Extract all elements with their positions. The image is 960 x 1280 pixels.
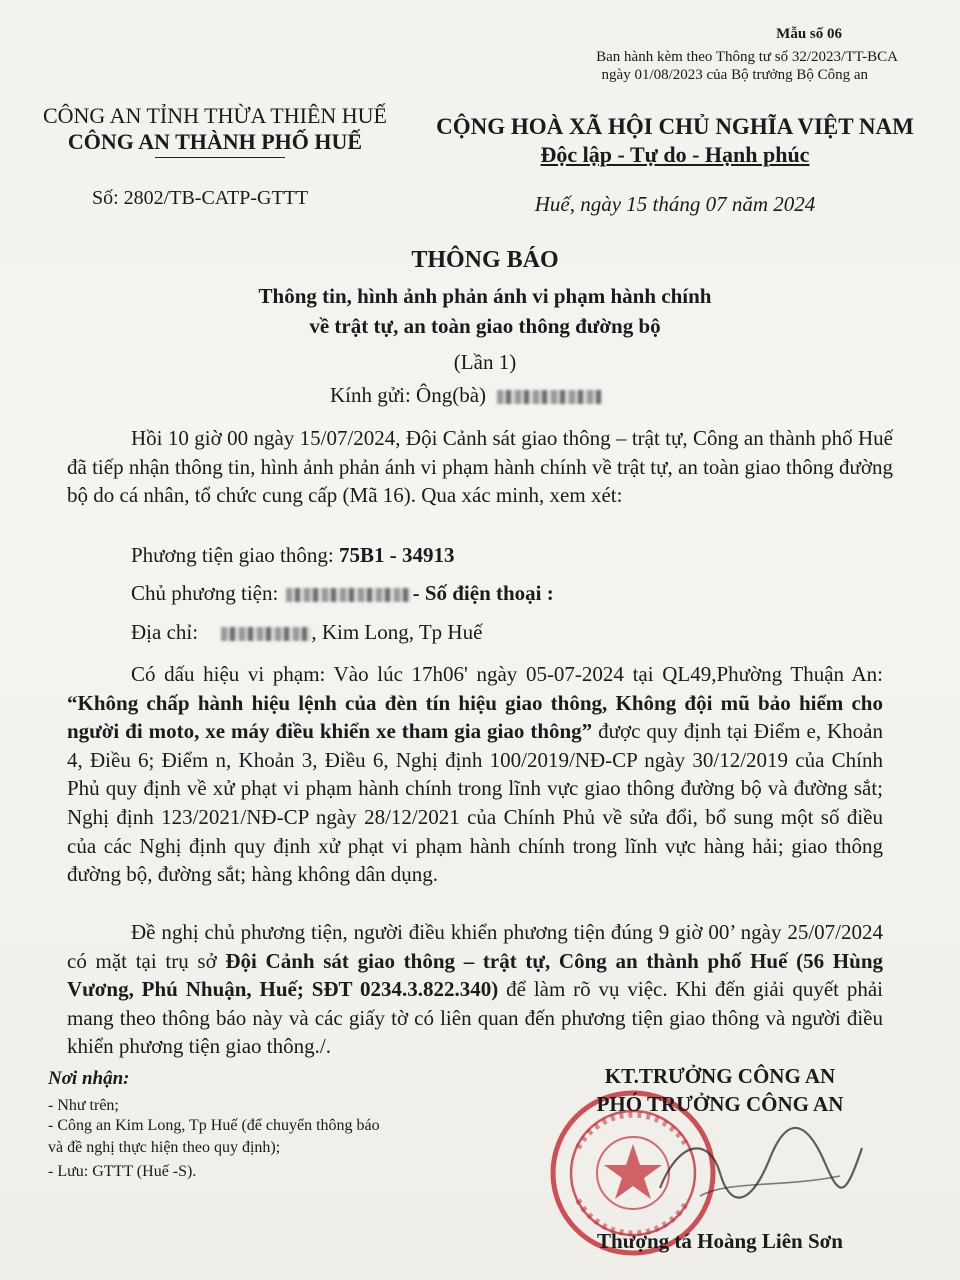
redacted-address [221, 627, 311, 641]
violation-intro: Có dấu hiệu vi phạm: Vào lúc 17h06' ngày 05-07-2024 tại QL49,Phường Thuận An: [131, 662, 883, 686]
issued-by-line-1: Ban hành kèm theo Thông tư số 32/2023/TT-BCA [596, 49, 898, 65]
recipient-item-2: - Công an Kim Long, Tp Huế (để chuyển thông báo [48, 1117, 380, 1134]
owner-label: Chủ phương tiện: [131, 581, 284, 605]
redacted-owner [286, 588, 411, 602]
violation-legal-basis: được quy định tại Điểm e, Khoản 4, Điều 6; Điểm n, Khoản 3, Điều 6, Nghị định 100/2019/NĐ-CP ngày 30/12/2019 của Chính Phủ quy định về xử phạt vi phạm hành chính trong lĩnh vực giao thông đường bộ và đường sắt; Nghị định 123/2021/NĐ-CP ngày 28/12/2021 của Chính Phủ về sửa đổi, bổ sung một số điều của các Nghị định quy định xử phạt vi phạm hành chính trong lĩnh vực hàng hải; giao thông đường bộ, đường sắt; hàng không dân dụng. [67, 719, 883, 887]
address-value: , Kim Long, Tp Huế [311, 620, 483, 644]
recipient-line [330, 383, 602, 408]
agency-parent: CÔNG AN TỈNH THỪA THIÊN HUẾ [42, 103, 387, 128]
recipients-title: Nơi nhận: [48, 1068, 130, 1089]
nation-name: CỘNG HOÀ XÃ HỘI CHỦ NGHĨA VIỆT NAM [436, 114, 914, 139]
paragraph-request [67, 918, 883, 1061]
vehicle-field [131, 543, 454, 568]
issued-by-line-2: ngày 01/08/2023 của Bộ trưởng Bộ Công an [601, 67, 868, 83]
violation-description: “Không chấp hành hiệu lệnh của đèn tín hiệu giao thông, Không đội mũ bảo hiểm cho người đi moto, xe máy điều khiển xe tham gia giao thông” [67, 690, 883, 744]
document-subtitle-line-1: Thông tin, hình ảnh phản ánh vi phạm hành chính [258, 284, 712, 308]
nation-motto: Độc lập - Tự do - Hạnh phúc [540, 142, 810, 167]
recipient-item-1: - Như trên; [48, 1097, 119, 1114]
request-rest: để làm rõ vụ việc. Khi đến giải quyết phải mang theo thông báo này và các giấy tờ có liên quan đến phương tiện giao thông và người điều khiển phương tiện giao thông./. [67, 977, 883, 1059]
signature-title-2: PHÓ TRƯỞNG CÔNG AN [596, 1092, 844, 1116]
document-title: THÔNG BÁO [411, 247, 559, 273]
recipient-label: Kính gửi: Ông(bà) [330, 383, 487, 407]
notice-round: (Lần 1) [453, 350, 517, 374]
signer-name: Thượng tá Hoàng Liên Sơn [597, 1229, 843, 1253]
agency-underline [155, 157, 285, 158]
vehicle-label: Phương tiện giao thông: [131, 543, 339, 567]
paragraph-violation [67, 660, 883, 889]
place-date: Huế, ngày 15 tháng 07 năm 2024 [534, 192, 816, 216]
owner-phone-label: - Số điện thoại : [412, 581, 554, 605]
address-label: Địa chỉ: [131, 620, 204, 644]
handwritten-signature [640, 1118, 870, 1218]
document-subtitle-line-2: về trật tự, an toàn giao thông đường bộ [309, 314, 661, 338]
agency-name: CÔNG AN THÀNH PHỐ HUẾ [67, 129, 363, 154]
address-field [131, 620, 482, 645]
request-place: Đội Cảnh sát giao thông – trật tự, Công an thành phố Huế (56 Hùng Vương, Phú Nhuận, Huế; SĐT 0234.3.822.340) [67, 948, 883, 1002]
form-code: Mẫu số 06 [776, 26, 842, 42]
request-intro: Đề nghị chủ phương tiện, người điều khiển phương tiện đúng 9 giờ 00’ ngày 25/07/2024 có mặt tại trụ sở [67, 920, 883, 973]
recipient-item-2-cont: và đề nghị thực hiện theo quy định); [48, 1139, 281, 1156]
document-number: Số: 2802/TB-CATP-GTTT [92, 187, 309, 209]
owner-field [131, 581, 554, 606]
vehicle-plate: 75B1 - 34913 [338, 543, 455, 567]
signature-title-1: KT.TRƯỞNG CÔNG AN [604, 1064, 836, 1088]
recipient-item-3: - Lưu: GTTT (Huế -S). [48, 1163, 197, 1180]
paragraph-intro: Hồi 10 giờ 00 ngày 15/07/2024, Đội Cảnh sát giao thông – trật tự, Công an thành phố Huế đã tiếp nhận thông tin, hình ảnh phản ánh vi phạm hành chính về trật tự, an toàn giao thông đường bộ do cá nhân, tổ chức cung cấp (Mã 16). Qua xác minh, xem xét: [67, 426, 893, 508]
redacted-name [497, 390, 602, 404]
